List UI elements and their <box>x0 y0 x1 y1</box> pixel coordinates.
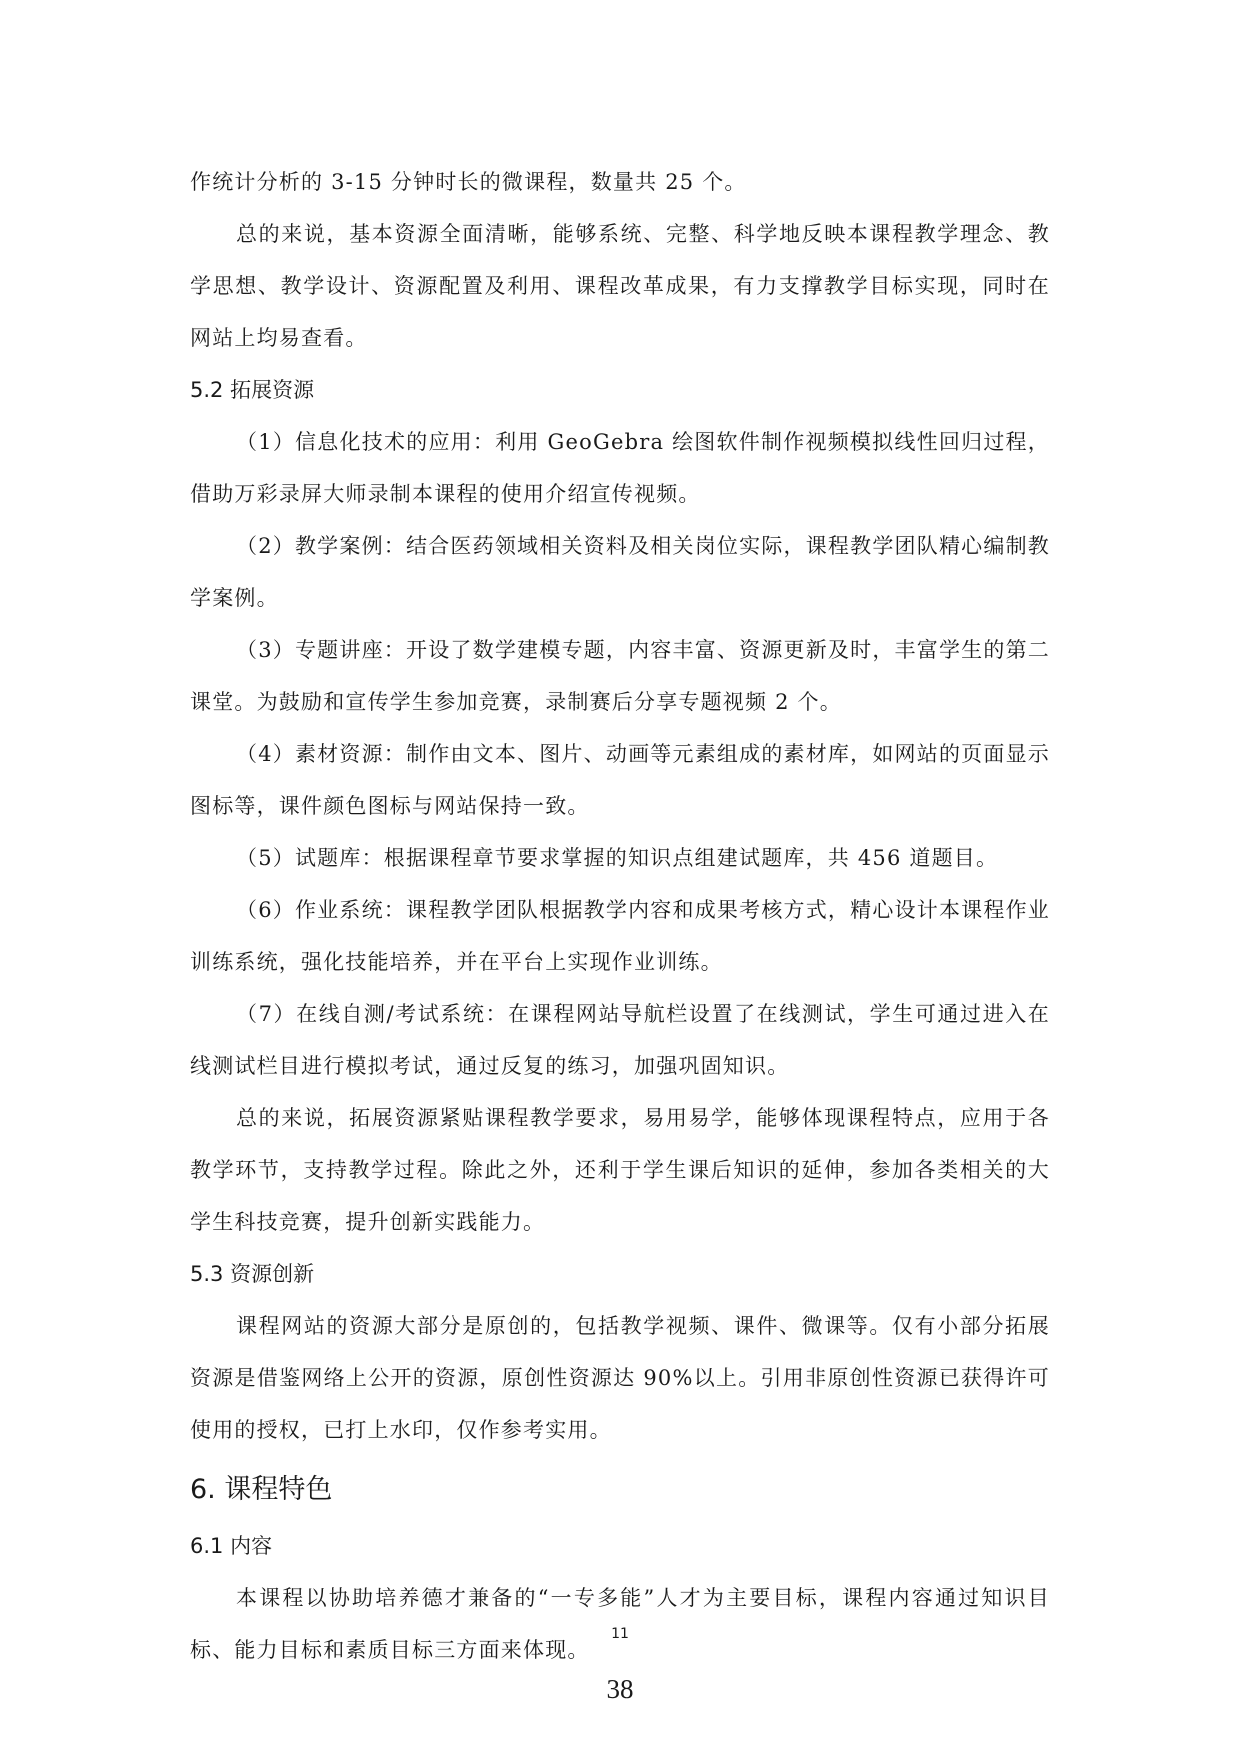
paragraph-summary-extended-resources: 总的来说，拓展资源紧贴课程教学要求，易用易学，能够体现课程特点，应用于各教学环节，支持教学过程。除此之外，还利于学生课后知识的延伸，参加各类相关的大学生科技竞赛，提升创新实践能力。 <box>190 1106 1050 1234</box>
page-content <box>190 156 1050 1676</box>
section-heading-5-2: 5.2 拓展资源 <box>190 378 315 402</box>
list-item-5: （5）试题库：根据课程章节要求掌握的知识点组建试题库，共 456 道题目。 <box>236 846 999 870</box>
chapter-heading-6: 6. 课程特色 <box>190 1474 333 1505</box>
list-item-2: （2）教学案例：结合医药领域相关资料及相关岗位实际，课程教学团队精心编制教学案例。 <box>190 534 1050 610</box>
section-heading-5-3: 5.3 资源创新 <box>190 1262 315 1286</box>
list-item-3: （3）专题讲座：开设了数学建模专题，内容丰富、资源更新及时，丰富学生的第二课堂。为鼓励和宣传学生参加竞赛，录制赛后分享专题视频 2 个。 <box>190 638 1050 714</box>
outer-page-number: 38 <box>606 1674 634 1704</box>
paragraph-summary-basic-resources: 总的来说，基本资源全面清晰，能够系统、完整、科学地反映本课程教学理念、教学思想、教学设计、资源配置及利用、课程改革成果，有力支撑教学目标实现，同时在网站上均易查看。 <box>190 222 1050 350</box>
list-item-1: （1）信息化技术的应用：利用 GeoGebra 绘图软件制作视频模拟线性回归过程，借助万彩录屏大师录制本课程的使用介绍宣传视频。 <box>190 430 1050 506</box>
list-item-6: （6）作业系统：课程教学团队根据教学内容和成果考核方式，精心设计本课程作业训练系统，强化技能培养，并在平台上实现作业训练。 <box>190 898 1050 974</box>
paragraph-continued: 作统计分析的 3-15 分钟时长的微课程，数量共 25 个。 <box>190 170 747 194</box>
list-item-7: （7）在线自测/考试系统：在课程网站导航栏设置了在线测试，学生可通过进入在线测试栏目进行模拟考试，通过反复的练习，加强巩固知识。 <box>190 1002 1050 1078</box>
paragraph-resource-innovation: 课程网站的资源大部分是原创的，包括教学视频、课件、微课等。仅有小部分拓展资源是借鉴网络上公开的资源，原创性资源达 90%以上。引用非原创性资源已获得许可使用的授权，已打上水印，仅作参考实用。 <box>190 1314 1050 1442</box>
section-heading-6-1: 6.1 内容 <box>190 1534 273 1558</box>
list-item-4: （4）素材资源：制作由文本、图片、动画等元素组成的素材库，如网站的页面显示图标等，课件颜色图标与网站保持一致。 <box>190 742 1050 818</box>
inner-page-number: 11 <box>611 1626 629 1642</box>
paragraph-course-content: 本课程以协助培养德才兼备的“一专多能”人才为主要目标，课程内容通过知识目标、能力目标和素质目标三方面来体现。 <box>190 1586 1050 1662</box>
